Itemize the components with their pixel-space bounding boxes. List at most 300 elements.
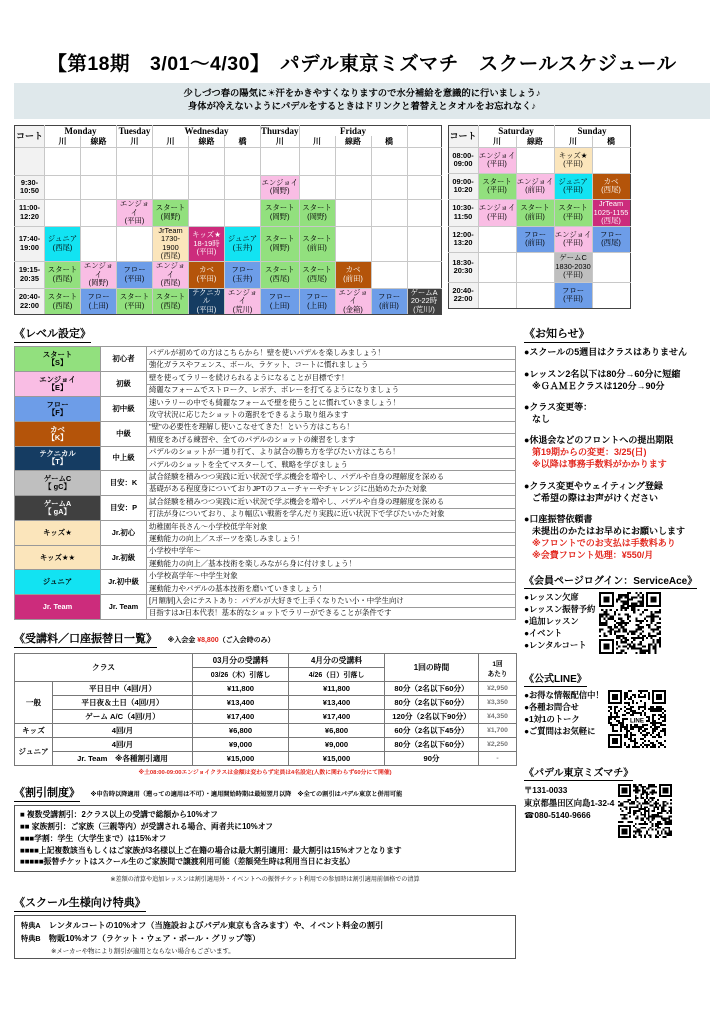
time-slot: 10:30- 11:50	[448, 199, 478, 226]
serviceace-qr-code[interactable]	[599, 592, 661, 659]
line-item: ●ご質問はお気軽に	[524, 725, 596, 736]
class-cell[interactable]	[153, 147, 189, 175]
fees-heading-row	[14, 629, 516, 651]
class-cell[interactable]	[371, 226, 407, 261]
class-cell[interactable]	[81, 147, 117, 175]
day-header-wednesday: Wednesday	[153, 125, 261, 136]
class-cell[interactable]	[335, 199, 371, 226]
class-cell[interactable]: エンジョイ (岡野)	[261, 175, 300, 199]
class-cell[interactable]: スタート (西尾)	[299, 261, 335, 288]
court-sub-header: 橋	[225, 136, 261, 147]
line-heading: 《公式LINE》	[524, 670, 587, 687]
level-desc-1: 試合経験を積みつつ実践に近い状況で学ぶ機会を増やし、パデルや自身の理解度を深める	[147, 471, 516, 483]
class-cell[interactable]: フロー (上田)	[81, 288, 117, 315]
level-row	[15, 545, 516, 557]
class-cell[interactable]	[299, 147, 335, 175]
court-sub-header: 川	[261, 136, 300, 147]
schedule-row	[15, 226, 442, 261]
fee-class-name: Jr. Team ※各種割引適用	[53, 752, 193, 766]
class-cell[interactable]	[117, 226, 153, 261]
schedule-row	[448, 199, 630, 226]
address-line: 東京都墨田区向島1-32-4	[524, 797, 615, 808]
weekday-schedule-table	[14, 125, 442, 316]
class-cell[interactable]	[45, 199, 81, 226]
schedule-row	[448, 282, 630, 308]
level-tag: 初心者	[101, 347, 147, 372]
news-subline: ※会費フロント処理：¥550/月	[532, 550, 654, 561]
class-cell[interactable]	[45, 147, 81, 175]
fee-table	[14, 653, 517, 766]
class-cell[interactable]: フロー (平田)	[554, 282, 592, 308]
address-line: ☎080-5140-9666	[524, 810, 591, 821]
address-heading: 《パデル東京ミズマチ》	[524, 764, 633, 781]
class-cell[interactable]	[371, 175, 407, 199]
class-cell[interactable]: エンジョイ (平田)	[554, 226, 592, 252]
member-page-block	[524, 571, 710, 659]
class-cell[interactable]	[189, 147, 225, 175]
level-desc-2: 精度をあげる練習や、全てのパデルのショットの練習をします	[147, 434, 516, 446]
level-row	[15, 347, 516, 359]
class-cell[interactable]	[516, 282, 554, 308]
fee-april: ¥15,000	[289, 752, 385, 766]
class-cell[interactable]: スタート (西尾)	[153, 288, 189, 315]
fee-class-name: 平日夜＆土日（4回/月）	[53, 696, 193, 710]
news-heading: 《お知らせ》	[524, 325, 590, 343]
level-row	[15, 570, 516, 582]
level-tag: Jr.初心	[101, 520, 147, 545]
class-cell[interactable]	[371, 199, 407, 226]
class-cell[interactable]	[335, 147, 371, 175]
class-cell[interactable]: スタート (前田)	[299, 226, 335, 261]
news-item: ●スクールの5週目はクラスはありません	[524, 347, 687, 358]
perk-row	[21, 932, 509, 945]
day-header-sunday: Sunday	[554, 125, 630, 136]
perks-heading: 《スクール生様向け特典》	[14, 894, 146, 912]
fee-row	[15, 752, 517, 766]
class-cell[interactable]: テクニカル (平田)	[189, 288, 225, 315]
level-desc-1: 試合経験を積みつつ実践に近い状況で学ぶ機会を増やし、パデルや自身の理解度を深める	[147, 496, 516, 508]
class-cell[interactable]	[407, 226, 441, 261]
address-lines	[524, 784, 614, 821]
perk-text: 物販10%オフ（ラケット・ウェア・ボール・グリップ等）	[48, 934, 261, 944]
class-cell[interactable]: カベ (前田)	[335, 261, 371, 288]
schedule-row	[448, 147, 630, 173]
fee-march: ¥13,400	[193, 696, 289, 710]
class-cell[interactable]: スタート (前田)	[516, 199, 554, 226]
class-cell[interactable]	[407, 199, 441, 226]
news-item: ●レッスン2名以下は80分→60分に短縮 ※ＧＡＭＥクラスは120分→90分	[524, 368, 710, 392]
time-slot: 08:00- 09:00	[448, 147, 478, 173]
discount-row: ■■■■■振替チケットはスクール生のご家族間で譲渡利用可能（差額発生時は利用当日にお支払）	[20, 857, 355, 867]
level-desc-1: [月額制]入会にテストあり：パデルが大好きで上手くなりたい小・中学生向け	[147, 595, 516, 607]
fee-row	[15, 710, 517, 724]
class-cell[interactable]: スタート (平田)	[554, 199, 592, 226]
class-cell[interactable]: フロー (平田)	[117, 261, 153, 288]
class-cell[interactable]: エンジョイ (前田)	[516, 173, 554, 199]
qr-svg-shop	[618, 784, 672, 838]
class-cell[interactable]: エンジョイ (平田)	[478, 147, 516, 173]
class-cell[interactable]: ゲームC 1830-2030 (平田)	[554, 252, 592, 282]
level-desc-1: 速いラリーの中でも綺麗なフォームで壁を使うことに慣れていきましょう！	[147, 397, 516, 409]
member-page-item: ●イベント	[524, 627, 563, 638]
news-list	[524, 346, 710, 561]
discount-row: ■■ 家族割引：ご家族（三親等内）が受講される場合、両者共に10%オフ	[20, 821, 274, 831]
class-cell[interactable]	[478, 252, 516, 282]
level-tag: 中上級	[101, 446, 147, 471]
court-sub-header: 線路	[516, 136, 554, 147]
class-cell[interactable]	[225, 147, 261, 175]
day-header-tuesday: Tuesday	[117, 125, 153, 136]
schedule-row	[15, 175, 442, 199]
class-cell[interactable]	[478, 282, 516, 308]
class-cell[interactable]	[407, 261, 441, 288]
class-cell[interactable]: フロー (前田)	[516, 226, 554, 252]
time-slot	[15, 147, 45, 175]
member-page-items	[524, 592, 595, 651]
address-block	[524, 763, 710, 843]
court-sub-header: 川	[117, 136, 153, 147]
fee-row	[15, 724, 517, 738]
class-cell[interactable]	[407, 147, 441, 175]
level-name: キッズ★★	[15, 545, 101, 570]
line-item: ●各種お問合せ	[524, 702, 579, 713]
fee-row	[15, 682, 517, 696]
class-cell[interactable]: スタート (西尾)	[261, 261, 300, 288]
class-cell[interactable]: ジュニア (西尾)	[45, 226, 81, 261]
time-slot: 9:30- 10:50	[15, 175, 45, 199]
fee-col-per: 1回 あたり	[479, 654, 517, 682]
class-cell[interactable]: スタート (岡野)	[299, 199, 335, 226]
fee-col-duration: 1回の時間	[385, 654, 479, 682]
class-cell[interactable]: ゲームA 20-22時 (荒川/)	[407, 288, 441, 315]
fee-march: ¥9,000	[193, 738, 289, 752]
class-cell[interactable]	[335, 175, 371, 199]
shop-qr-code[interactable]	[618, 784, 672, 843]
perk-label: 特典B	[21, 934, 41, 944]
level-desc-1: 小学校高学年〜中学生対象	[147, 570, 516, 582]
member-page-item: ●レッスン振替予約	[524, 604, 596, 615]
fee-class-name: 4回/月	[53, 724, 193, 738]
fee-duration: 120分（2名以下90分）	[385, 710, 479, 724]
time-slot: 19:15- 20:35	[15, 261, 45, 288]
perk-row	[21, 919, 509, 932]
level-name: Jr. Team	[15, 595, 101, 620]
level-name: スタート 【S】	[15, 347, 101, 372]
level-desc-2: パデルのショットを全てマスターして、戦略を学びましょう	[147, 458, 516, 470]
time-slot: 20:40- 22:00	[15, 288, 45, 315]
fee-class-name: ゲーム A/C（4回/月）	[53, 710, 193, 724]
fee-march: ¥17,400	[193, 710, 289, 724]
level-desc-2: 目指すはJr日本代表！基本的なショットでラリーができることが条件です	[147, 607, 516, 619]
address-line: 〒131-0033	[524, 785, 568, 796]
level-tag: Jr.初中級	[101, 570, 147, 595]
schedule-row	[15, 147, 442, 175]
time-slot: 11:00- 12:20	[15, 199, 45, 226]
class-cell[interactable]	[45, 175, 81, 199]
fee-april: ¥13,400	[289, 696, 385, 710]
level-row	[15, 397, 516, 409]
time-slot: 17:40- 19:00	[15, 226, 45, 261]
fee-header-row	[15, 654, 517, 668]
level-name: テクニカル 【T】	[15, 446, 101, 471]
fee-row	[15, 738, 517, 752]
perks-note: ※メーカーや物により割引が適用とならない場合もございます。	[51, 947, 235, 955]
fees-heading: 《受講料／口座振替日一覧》	[14, 630, 157, 648]
class-cell[interactable]: JrTeam 1730-1900 (西尾)	[153, 226, 189, 261]
class-cell[interactable]: エンジョイ (平田)	[117, 199, 153, 226]
fee-col-april-sub: 4/26（日）引落し	[289, 668, 385, 682]
court-sub-header: 線路	[81, 136, 117, 147]
day-header-saturday: Saturday	[478, 125, 554, 136]
level-name: ジュニア	[15, 570, 101, 595]
levels-table	[14, 346, 516, 620]
class-cell[interactable]	[516, 147, 554, 173]
news-subline: ※フロントでのお支払は手数料あり	[532, 538, 676, 549]
class-cell[interactable]: カベ (平田)	[189, 261, 225, 288]
schedule-row	[15, 288, 442, 315]
level-desc-2: 綺麗なフォームでストローク、レボテ、ボレーを打てるようになりましょう	[147, 384, 516, 396]
class-cell[interactable]: エンジョイ (荒川)	[225, 288, 261, 315]
discount-footnote: ※差額の清算や追加レッスンは割引適用外・イベントへの振替チケット利用での参加時は割引適用前価格での清算	[110, 876, 420, 884]
class-cell[interactable]	[592, 282, 630, 308]
discount-row: ■■■■上記複数該当もしくはご家族が3名様以上ご在籍の場合は最大割引適用：最大割引は15%オフとなります	[20, 845, 402, 855]
class-cell[interactable]: ジュニア (玉井)	[225, 226, 261, 261]
class-cell[interactable]: エンジョイ (岡野)	[81, 261, 117, 288]
svg-text:LINE: LINE	[629, 718, 644, 726]
class-cell[interactable]: エンジョイ (金箱)	[335, 288, 371, 315]
court-sub-header: 線路	[189, 136, 225, 147]
schedule-row	[448, 226, 630, 252]
court-header: コート	[448, 125, 478, 147]
member-page-item: ●追加レッスン	[524, 615, 579, 626]
class-cell[interactable]	[478, 226, 516, 252]
fee-april: ¥9,000	[289, 738, 385, 752]
notice-line-2: 身体が冷えないようにパデルをするときはドリンクと着替えとタオルをお忘れなく♪	[188, 101, 536, 112]
fee-duration: 60分（2名以下45分）	[385, 724, 479, 738]
class-cell[interactable]: JrTeam 1025-1155 (西尾)	[593, 199, 629, 226]
top-notice-band	[14, 83, 710, 119]
class-cell[interactable]	[299, 175, 335, 199]
class-cell[interactable]: キッズ★ (平田)	[554, 147, 592, 173]
levels-heading: 《レベル設定》	[14, 325, 91, 343]
news-subline: ご希望の際はお声がけください	[532, 492, 659, 503]
news-subline: なし	[532, 414, 551, 425]
class-cell[interactable]	[81, 226, 117, 261]
fee-duration: 80分（2名以下60分）	[385, 696, 479, 710]
perks-box	[14, 915, 516, 958]
level-desc-1: パデルのショットが一通り打て、より試合の勝ち方を学びたい方はこちら！	[147, 446, 516, 458]
class-cell[interactable]	[407, 175, 441, 199]
fee-per: -	[479, 752, 517, 766]
level-desc-2: 攻守状況に応じたショットの選択をできるよう取り組みます	[147, 409, 516, 421]
member-page-item: ●レッスン欠席	[524, 592, 579, 603]
discount-row: ■■■学割：学生（大学生まで）は15%オフ	[20, 833, 167, 843]
class-cell[interactable]	[225, 199, 261, 226]
class-cell[interactable]	[592, 252, 630, 282]
discount-row: ■ 複数受講割引：2クラス以上の受講で総額から10%オフ	[20, 810, 218, 820]
member-page-heading: 《会員ページログイン：ServiceAce》	[524, 572, 697, 589]
court-sub-header: 橋	[371, 136, 407, 147]
level-tag: 目安：K	[101, 471, 147, 496]
day-header-friday: Friday	[299, 125, 407, 136]
level-desc-2: 基礎がある程度身についておりJPTのフューチャーやチャレンジに出始めたかた対象	[147, 483, 516, 495]
schedule-tables	[14, 125, 710, 316]
news-item: ●クラス変更等： なし	[524, 401, 710, 425]
fee-footnote: ※土08:00-09:00エンジョイクラスは金額は変わらず定員は4名設定(人数に関わらず60分にて開催)	[138, 770, 392, 777]
middle-section	[14, 324, 710, 958]
class-cell[interactable]: キッズ★ 18-19時 (平田)	[189, 226, 225, 261]
court-sub-header: 川	[299, 136, 335, 147]
schedule-row	[448, 173, 630, 199]
line-block	[524, 669, 710, 753]
level-desc-1: "壁"の必要性を理解し使いこなせてきた！という方はこちら！	[147, 421, 516, 433]
class-cell[interactable]: フロー (上田)	[299, 288, 335, 315]
class-cell[interactable]: スタート (西尾)	[45, 288, 81, 315]
weekend-schedule-table	[448, 125, 631, 316]
court-sub-header: 川	[478, 136, 516, 147]
level-tag: 初中級	[101, 397, 147, 422]
time-slot: 09:00- 10:20	[448, 173, 478, 199]
class-cell[interactable]	[371, 261, 407, 288]
level-tag: 中級	[101, 421, 147, 446]
class-cell[interactable]	[189, 199, 225, 226]
class-cell[interactable]	[117, 175, 153, 199]
fee-col-april: 4月分の受講料	[289, 654, 385, 668]
line-item: ●お得な情報配信中！	[524, 690, 604, 701]
class-cell[interactable]: エンジョイ (平田)	[478, 199, 516, 226]
perk-text: レンタルコートの10%オフ（当施設およびパデル東京も含みます）や、イベント料金の割引	[48, 921, 384, 931]
class-cell[interactable]	[189, 175, 225, 199]
fee-march: ¥6,800	[193, 724, 289, 738]
fee-group-label: ジュニア	[15, 738, 53, 766]
court-header: コート	[15, 125, 45, 147]
class-cell[interactable]	[81, 199, 117, 226]
schedule-row	[15, 199, 442, 226]
level-row	[15, 421, 516, 433]
schedule-row	[448, 252, 630, 282]
level-name: カベ 【K】	[15, 421, 101, 446]
fee-duration: 80分（2名以下60分）	[385, 738, 479, 752]
class-cell[interactable]: スタート (岡野)	[261, 199, 300, 226]
level-tag: Jr.初級	[101, 545, 147, 570]
time-slot: 20:40- 22:00	[448, 282, 478, 308]
court-sub-header: 川	[45, 136, 81, 147]
level-name: エンジョイ 【E】	[15, 372, 101, 397]
line-qr-code[interactable]	[608, 690, 666, 753]
level-tag: 初級	[101, 372, 147, 397]
member-page-item: ●レンタルコート	[524, 639, 587, 650]
day-header-monday: Monday	[45, 125, 117, 136]
qr-svg-line	[608, 690, 666, 748]
news-subline: ※ＧＡＭＥクラスは120分→90分	[532, 380, 665, 391]
level-desc-2: 運動能力の向上／スポーツを楽しみましょう！	[147, 533, 516, 545]
fee-class-name: 平日日中（4回/月）	[53, 682, 193, 696]
class-cell[interactable]	[153, 175, 189, 199]
class-cell[interactable]: スタート (平田)	[117, 288, 153, 315]
class-cell[interactable]	[371, 147, 407, 175]
court-sub-header: 橋	[592, 136, 630, 147]
class-cell[interactable]: フロー (玉井)	[225, 261, 261, 288]
class-cell[interactable]: フロー (上田)	[261, 288, 300, 315]
fee-per: ¥4,350	[479, 710, 517, 724]
class-cell[interactable]: スタート (岡野)	[153, 199, 189, 226]
level-tag: Jr. Team	[101, 595, 147, 620]
news-item: ●休退会などのフロントへの提出期限 第19期からの変更：3/25(日) ※以降は事務手数料がかかります	[524, 434, 710, 470]
fee-col-march-sub: 03/26（木）引落し	[193, 668, 289, 682]
fee-per: ¥2,250	[479, 738, 517, 752]
news-subline: 未提出のかたはお早めにお願いします	[532, 526, 686, 536]
news-subline: ※以降は事務手数料がかかります	[532, 459, 667, 470]
fee-row	[15, 696, 517, 710]
court-sub-header: 川	[153, 136, 189, 147]
level-desc-2: 運動能力の向上／基本技術を楽しみながら身に付けましょう！	[147, 558, 516, 570]
class-cell[interactable]: フロー (西尾)	[592, 226, 630, 252]
level-desc-1: 小学校中学年〜	[147, 545, 516, 557]
notice-line-1: 少しづつ春の陽気に☀汗をかきやすくなりますので水分補給を意識的に行いましょう♪	[183, 88, 541, 98]
court-sub-header: 線路	[335, 136, 371, 147]
level-desc-2: 打法が身についており、より幅広い戦術を学んだり実践に近い状況下で学びたいかた対象	[147, 508, 516, 520]
discount-heading-row	[14, 783, 516, 805]
level-row	[15, 471, 516, 483]
class-cell[interactable]	[261, 147, 300, 175]
level-name: キッズ★	[15, 520, 101, 545]
fee-per: ¥2,950	[479, 682, 517, 696]
class-cell[interactable]: スタート (平田)	[478, 173, 516, 199]
class-cell[interactable]	[335, 226, 371, 261]
class-cell[interactable]	[592, 147, 630, 173]
level-desc-2: 運動能力やパデルの基本技術を磨いていきましょう！	[147, 582, 516, 594]
discount-head-note: ※申告時以降適用（遡っての適用は不可）・適用開始時期は最短翌月以降 ※全ての割引はパデル東京と併用可能	[90, 791, 403, 799]
qr-svg	[599, 592, 661, 654]
level-name: ゲームA 【 gA】	[15, 496, 101, 521]
left-column	[14, 324, 516, 958]
class-cell[interactable]	[225, 175, 261, 199]
level-desc-1: 壁を使ってラリーを続けられるようになることが目標です！	[147, 372, 516, 384]
level-row	[15, 446, 516, 458]
class-cell[interactable]	[117, 147, 153, 175]
class-cell[interactable]: スタート (岡野)	[261, 226, 300, 261]
fee-group-label: キッズ	[15, 724, 53, 738]
class-cell[interactable]: フロー (前田)	[371, 288, 407, 315]
class-cell[interactable]: エンジョイ (西尾)	[153, 261, 189, 288]
fee-april: ¥11,800	[289, 682, 385, 696]
fee-class-name: 4回/月	[53, 738, 193, 752]
line-items	[524, 690, 604, 737]
level-desc-2: 強化ガラスやフェンス、ボール、ラケット、コートに慣れましょう	[147, 359, 516, 371]
fee-per: ¥3,350	[479, 696, 517, 710]
line-item: ●1対1のトーク	[524, 713, 580, 724]
level-row	[15, 520, 516, 532]
page-title: 【第18期 3/01〜4/30】 パデル東京ミズマチ スクールスケジュール	[47, 53, 677, 75]
level-name: フロー 【F】	[15, 397, 101, 422]
level-desc-1: パデルが初めての方はこちらから！壁を使いパデルを楽しみましょう！	[147, 347, 516, 359]
news-subline: 第19期からの変更：3/25(日)	[532, 447, 647, 458]
fee-group-label: 一般	[15, 682, 53, 724]
class-cell[interactable]	[516, 252, 554, 282]
class-cell[interactable]: スタート (西尾)	[45, 261, 81, 288]
fee-april: ¥6,800	[289, 724, 385, 738]
level-desc-1: 幼稚園年長さん〜小学校低学年対象	[147, 520, 516, 532]
fee-duration: 80分（2名以下60分）	[385, 682, 479, 696]
class-cell[interactable]: カベ (西尾)	[592, 173, 630, 199]
level-name: ゲームC 【 gC】	[15, 471, 101, 496]
day-header-thursday: Thursday	[261, 125, 299, 136]
right-column	[516, 324, 710, 958]
class-cell[interactable]: ジュニア (平田)	[554, 173, 592, 199]
fee-col-class: クラス	[15, 654, 193, 682]
class-cell[interactable]	[81, 175, 117, 199]
level-row	[15, 372, 516, 384]
